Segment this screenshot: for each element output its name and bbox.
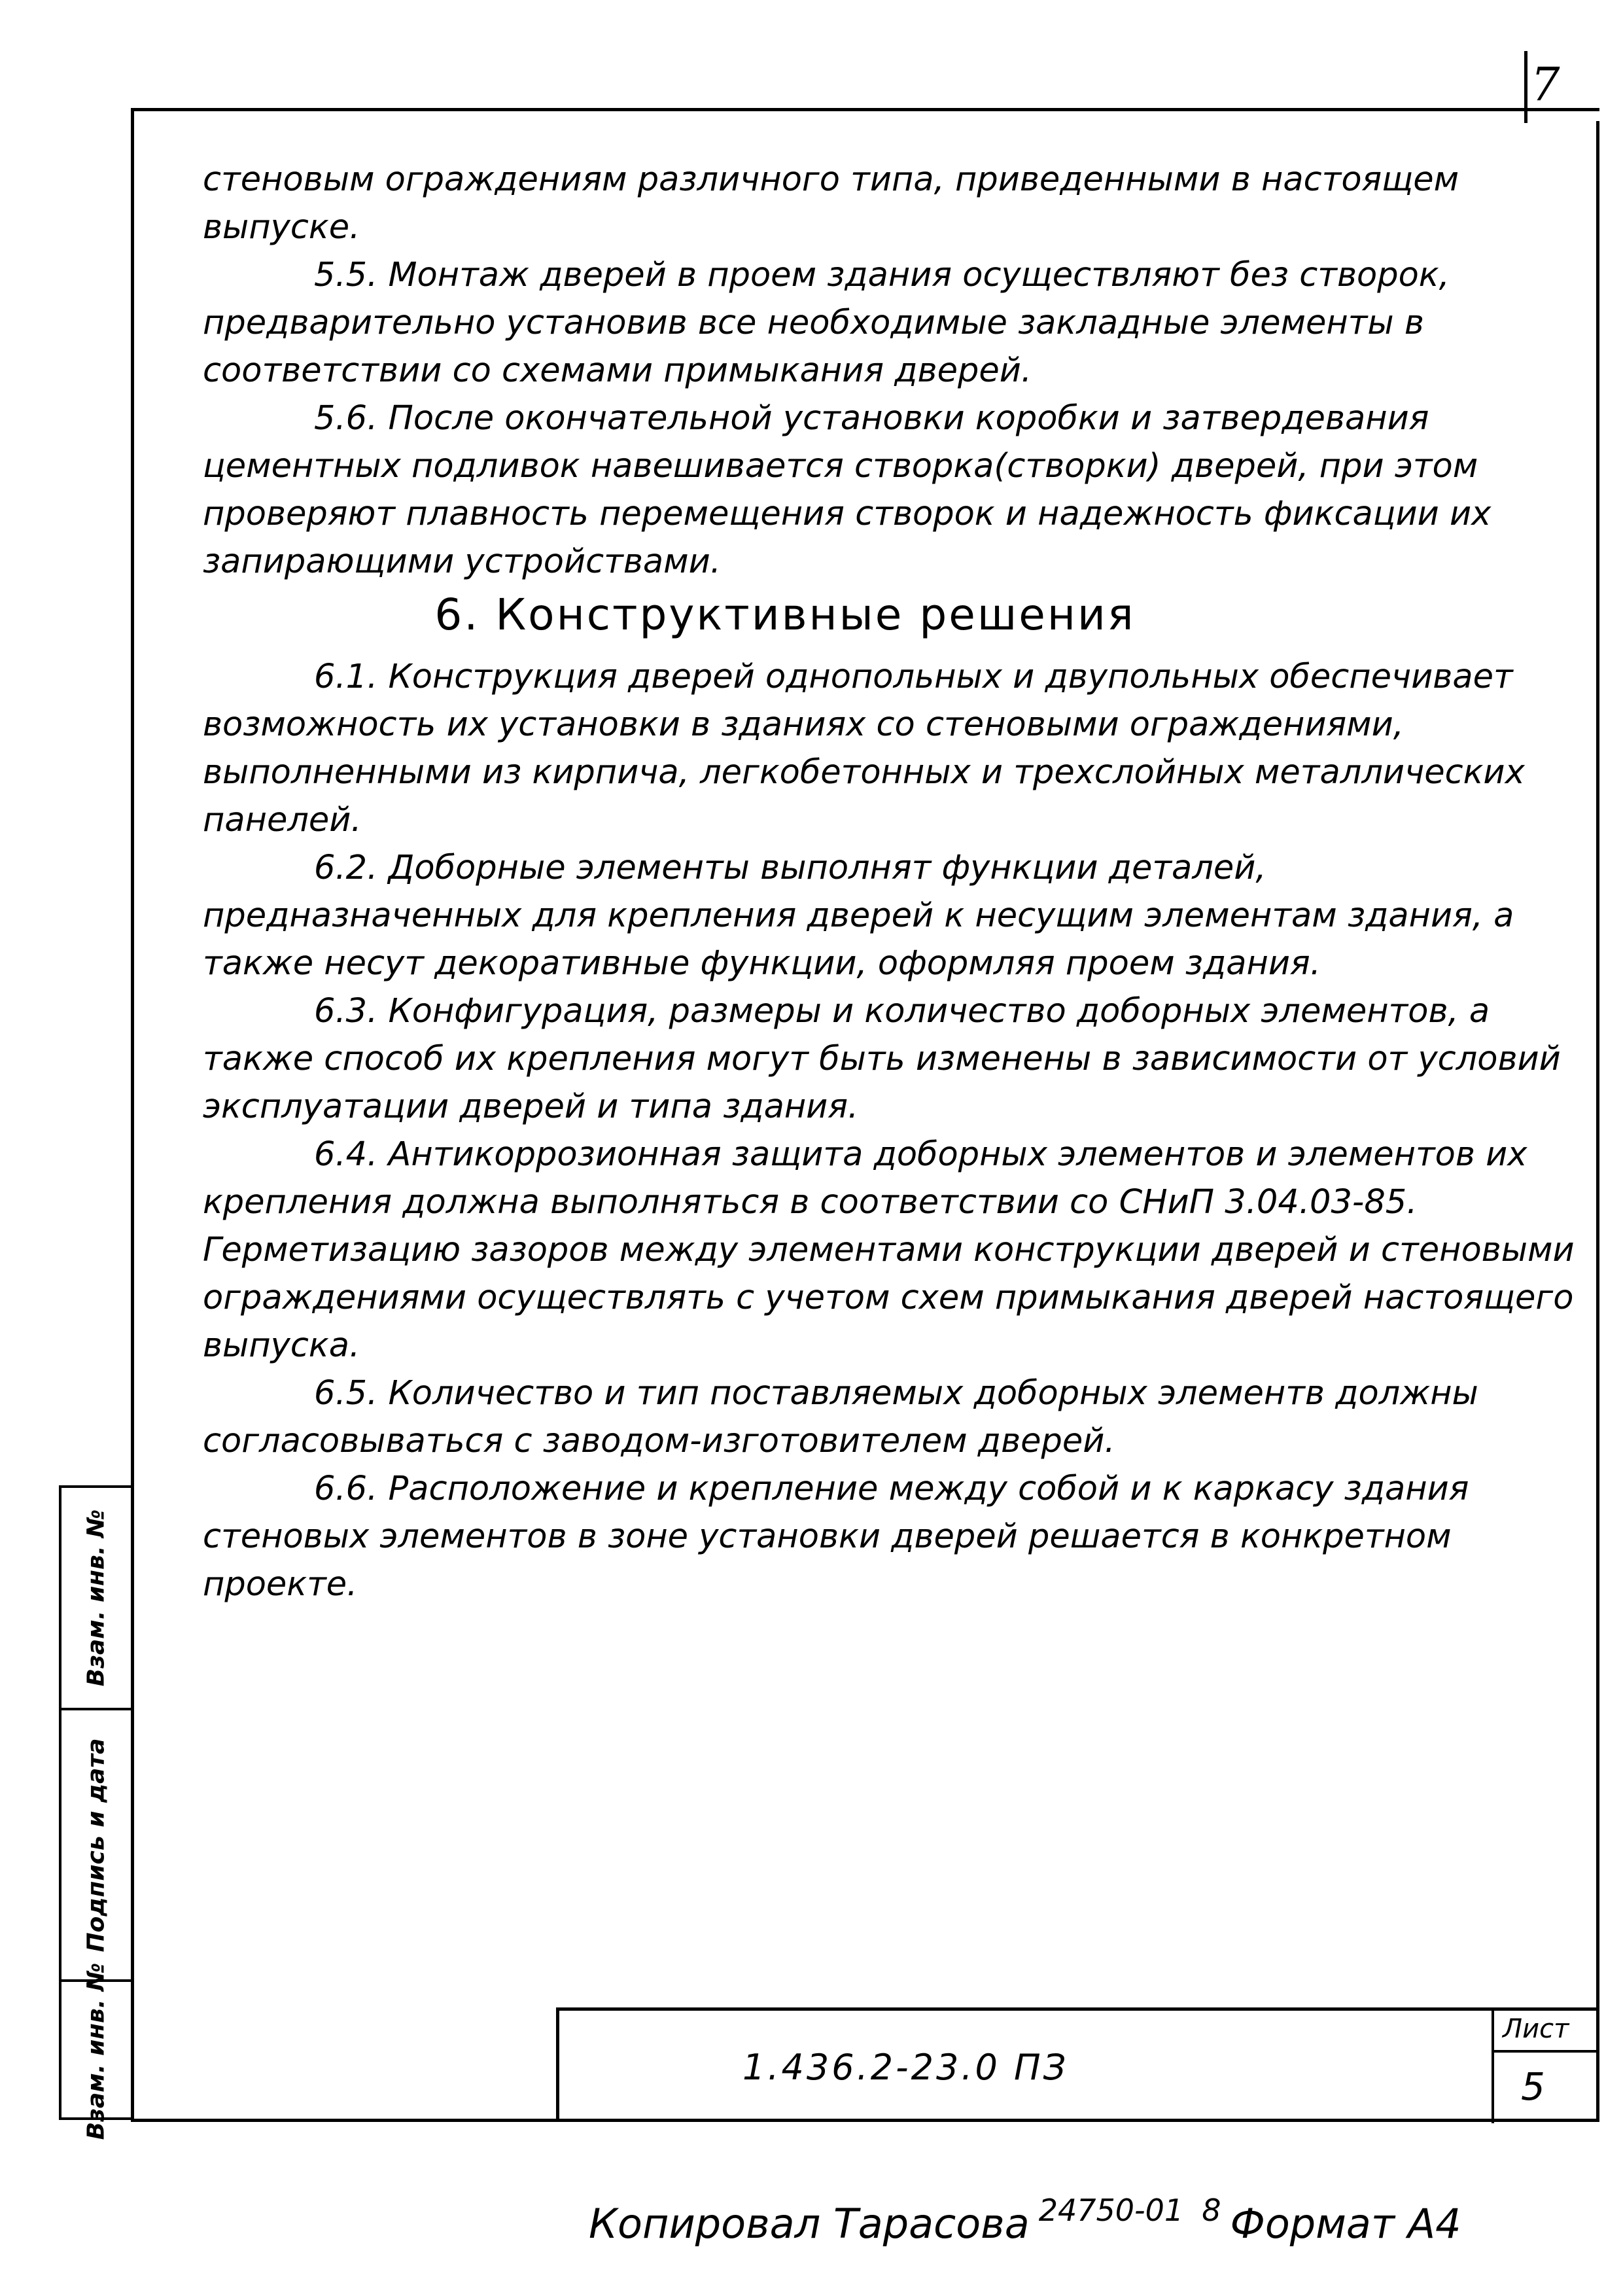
- paragraph-6-6: 6.6. Расположение и крепление между собой и к каркасу здания стеновых элементов в зоне установки дверей решается в конкретном проекте.: [203, 1470, 1469, 1604]
- side-stamp-cell-signature: [61, 1710, 131, 1982]
- side-stamp-field-1: Взам. инв. №: [82, 1509, 110, 1687]
- footer-format: Формат А4: [1230, 2200, 1461, 2248]
- section-heading: 6. Конструктивные решения: [434, 590, 1136, 640]
- side-stamp-field-2: Подпись и дата: [82, 1738, 110, 1952]
- paragraph-5-5: 5.5. Монтаж дверей в проем здания осуществляют без створок, предварительно установив все необходимые закладные элементы в соответствии со схемами примыкания дверей.: [203, 256, 1450, 390]
- footer-copied-by: Копировал Тарасова: [589, 2200, 1030, 2248]
- title-block-divider-vertical: [1492, 2011, 1494, 2123]
- footer-order-number: 24750-01: [1038, 2193, 1184, 2228]
- intro-line: стеновым ограждениям различного типа, приведенными в настоящем выпуске.: [203, 160, 1459, 247]
- frame-right-border: [1596, 121, 1599, 2120]
- sheet-number: 7: [1531, 58, 1560, 111]
- paragraph-6-3: 6.3. Конфигурация, размеры и количество доборных элементов, а также способ их крепления могут быть изменены в зависимости от условий эксплуатации дверей и типа здания.: [203, 992, 1561, 1126]
- paragraph-6-2: 6.2. Доборные элементы выполнят функции деталей, предназначенных для крепления дверей к несущим элементам здания, а также несут декоративные функции, оформляя проем здания.: [203, 849, 1514, 983]
- frame-top-border: [131, 108, 1599, 111]
- side-stamp-cell-inventory: [61, 1962, 131, 2140]
- side-stamp-field-3: Взам. инв. №: [82, 1962, 110, 2140]
- footer-copy-number: 8: [1202, 2193, 1221, 2228]
- document-body: [203, 156, 1583, 1608]
- paragraph-6-1: 6.1. Конструкция дверей однопольных и двупольных обеспечивает возможность их установки в зданиях со стеновыми ограждениями, выполненными из кирпича, легкобетонных и трехслойных металлических панелей.: [203, 658, 1525, 839]
- sheet-label: Лист: [1503, 2014, 1569, 2044]
- side-stamp: [59, 1485, 131, 2140]
- title-block-divider-horizontal: [1492, 2050, 1599, 2053]
- frame-left-border: [131, 108, 134, 2120]
- paragraph-6-5: 6.5. Количество и тип поставляемых доборных элементв должны согласовываться с заводом-изготовителем дверей.: [203, 1374, 1478, 1460]
- sheet-value: 5: [1521, 2064, 1545, 2109]
- corner-tick-line: [1524, 51, 1527, 123]
- paragraph-5-6: 5.6. После окончательной установки коробки и затвердевания цементных подливок навешивается створка(створки) дверей, при этом проверяют плавность перемещения створок и надежность фиксации их запирающими устройствами.: [203, 399, 1492, 581]
- title-block: [556, 2007, 1596, 2120]
- side-stamp-cell-exchange: [61, 1488, 131, 1710]
- footer-copy-stamp: [589, 2193, 1461, 2248]
- document-code: 1.436.2-23.0 ПЗ: [742, 2047, 1069, 2088]
- paragraph-6-4: 6.4. Антикоррозионная защита доборных элементов и элементов их крепления должна выполняться в соответствии со СНиП 3.04.03-85. Герметизацию зазоров между элементами конструкции дверей и стеновыми ограждениями осуществлять с учетом схем примыкания дверей настоящего выпуска.: [203, 1135, 1575, 1365]
